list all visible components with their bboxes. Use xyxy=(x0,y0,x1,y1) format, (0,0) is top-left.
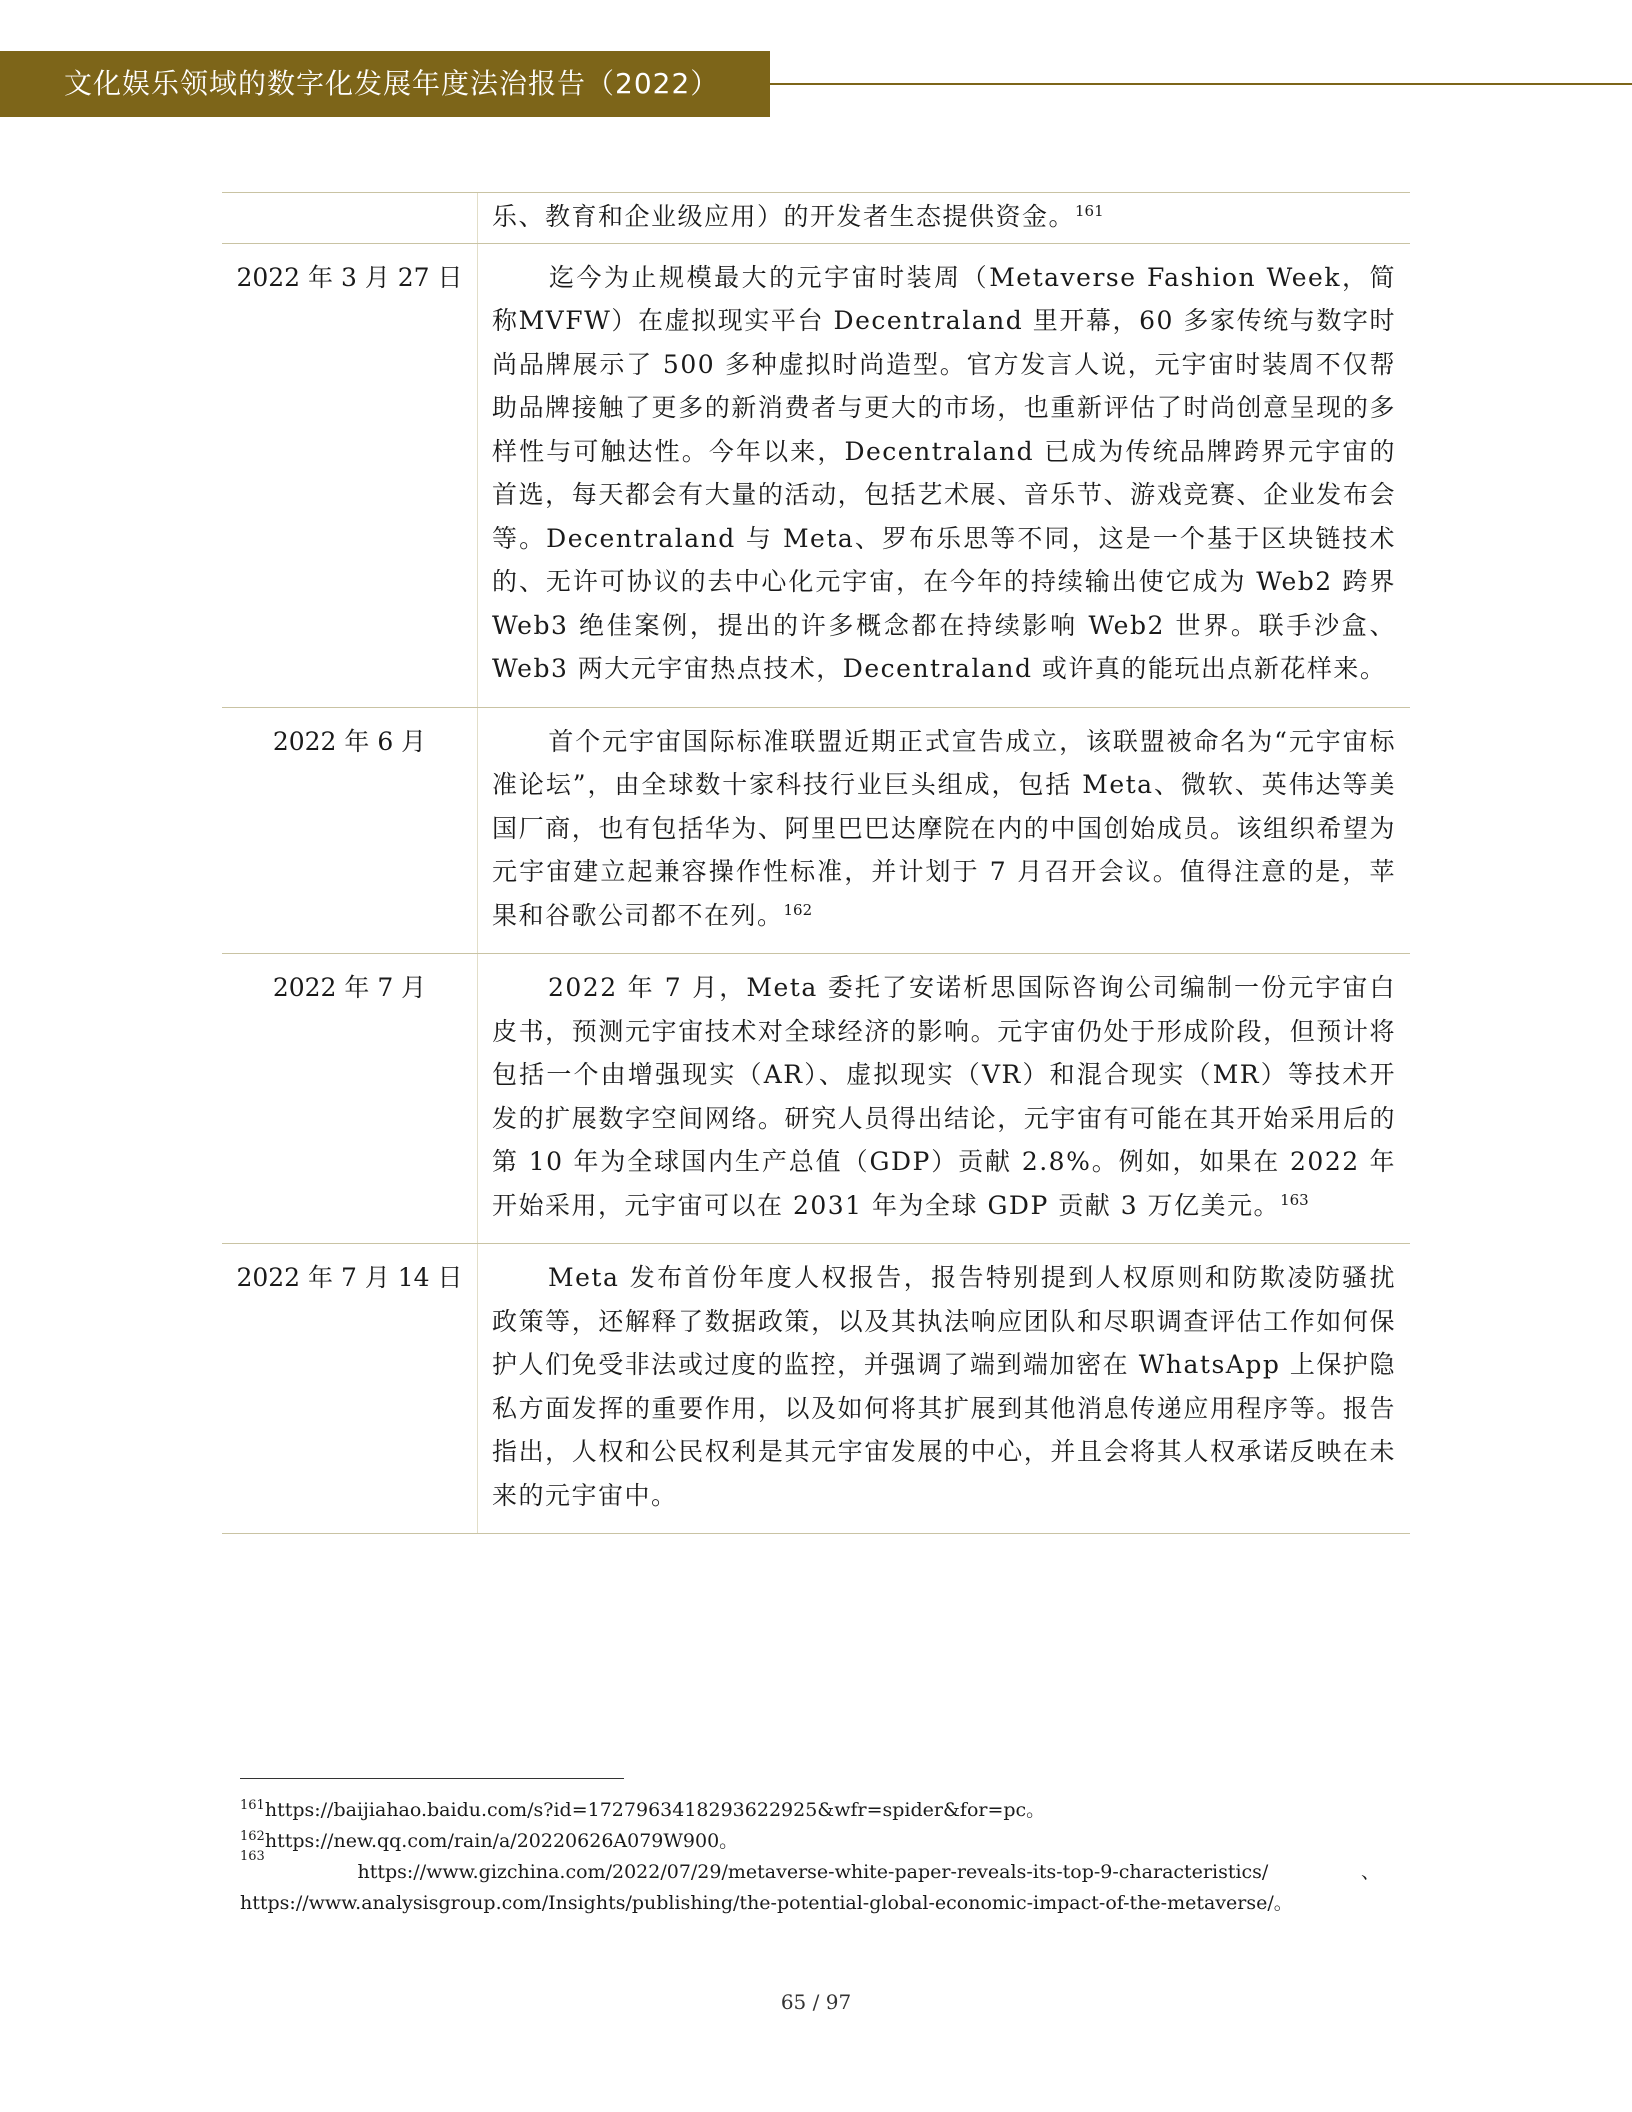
footnotes xyxy=(240,1795,1380,1919)
row-date: 2022 年 7 月 xyxy=(222,954,478,1243)
footnote-ref[interactable]: 161 xyxy=(1075,202,1104,220)
row-date: 2022 年 7 月 14 日 xyxy=(222,1244,478,1533)
table-row xyxy=(222,243,1410,707)
row-text: 2022 年 7 月，Meta 委托了安诺析思国际咨询公司编制一份元宇宙白皮书，预测元宇宙技术对全球经济的影响。元宇宙仍处于形成阶段，但预计将包括一个由增强现实（AR）、虚拟现实（VR）和混合现实（MR）等技术开发的扩展数字空间网络。研究人员得出结论，元宇宙有可能在其开始采用后的第 10 年为全球国内生产总值（GDP）贡献 2.8%。例如，如果在 2022 年开始采用，元宇宙可以在 2031 年为全球 GDP 贡献 3 万亿美元。$^{163}$ xyxy=(492,973,1396,1220)
table-row xyxy=(222,707,1410,954)
footnote-ref[interactable]: 162 xyxy=(783,900,813,919)
footnote-link[interactable]: https://www.analysisgroup.com/Insights/publishing/the-potential-global-economic-impact-of-the-metaverse/。 xyxy=(240,1892,1293,1914)
footnote-number: 162 xyxy=(240,1829,265,1844)
footnote-separator: 、 xyxy=(1360,1861,1380,1883)
footnote-number: 163 xyxy=(240,1849,265,1864)
footnote-item xyxy=(240,1826,1380,1857)
row-date: 2022 年 3 月 27 日 xyxy=(222,244,478,707)
table-row xyxy=(222,192,1410,243)
report-header xyxy=(0,51,770,117)
page-number: 65 / 97 xyxy=(780,1990,852,2014)
footnote-item xyxy=(240,1795,1380,1826)
row-text: 乐、教育和企业级应用）的开发者生态提供资金。$^{161}$ xyxy=(492,202,1104,231)
footnote-ref[interactable]: 163 xyxy=(1280,1190,1309,1209)
footnote-number: 161 xyxy=(240,1798,265,1813)
footnote-link[interactable]: https://www.gizchina.com/2022/07/29/metaverse-white-paper-reveals-its-top-9-characteristics/ xyxy=(357,1861,1269,1883)
header-rule xyxy=(770,83,1632,85)
footnote-rule xyxy=(240,1778,624,1779)
row-date: 2022 年 6 月 xyxy=(222,708,478,954)
report-title: 文化娱乐领域的数字化发展年度法治报告（2022） xyxy=(64,67,720,100)
footnote-item xyxy=(240,1888,1380,1919)
footnote-link[interactable]: https://new.qq.com/rain/a/20220626A079W900。 xyxy=(264,1830,739,1852)
table-row xyxy=(222,953,1410,1243)
timeline-table xyxy=(222,192,1410,1534)
footnote-item xyxy=(240,1849,1380,1888)
table-row xyxy=(222,1243,1410,1534)
row-date xyxy=(222,193,478,243)
footnote-link[interactable]: https://baijiahao.baidu.com/s?id=1727963418293622925&wfr=spider&for=pc。 xyxy=(264,1799,1046,1821)
row-text: 迄今为止规模最大的元宇宙时装周（Metaverse Fashion Week，简称MVFW）在虚拟现实平台 Decentraland 里开幕，60 多家传统与数字时尚品牌展示了 500 多种虚拟时尚造型。官方发言人说，元宇宙时装周不仅帮助品牌接触了更多的新消费者与更大的市场，也重新评估了时尚创意呈现的多样性与可触达性。今年以来，Decentraland 已成为传统品牌跨界元宇宙的首选，每天都会有大量的活动，包括艺术展、音乐节、游戏竞赛、企业发布会等。Decentraland 与 Meta、罗布乐思等不同，这是一个基于区块链技术的、无许可协议的去中心化元宇宙，在今年的持续输出使它成为 Web2 跨界 Web3 绝佳案例，提出的许多概念都在持续影响 Web2 世界。联手沙盒、Web3 两大元宇宙热点技术，Decentraland 或许真的能玩出点新花样来。 xyxy=(492,262,1396,683)
row-text: Meta 发布首份年度人权报告，报告特别提到人权原则和防欺凌防骚扰政策等，还解释了数据政策，以及其执法响应团队和尽职调查评估工作如何保护人们免受非法或过度的监控，并强调了端到端加密在 WhatsApp 上保护隐私方面发挥的重要作用，以及如何将其扩展到其他消息传递应用程序等。报告指出，人权和公民权利是其元宇宙发展的中心，并且会将其人权承诺反映在未来的元宇宙中。 xyxy=(492,1263,1396,1510)
row-text: 首个元宇宙国际标准联盟近期正式宣告成立，该联盟被命名为“元宇宙标准论坛”，由全球数十家科技行业巨头组成，包括 Meta、微软、英伟达等美国厂商，也有包括华为、阿里巴巴达摩院在内的中国创始成员。该组织希望为元宇宙建立起兼容操作性标准，并计划于 7 月召开会议。值得注意的是，苹果和谷歌公司都不在列。$^{162}$ xyxy=(492,726,1396,930)
